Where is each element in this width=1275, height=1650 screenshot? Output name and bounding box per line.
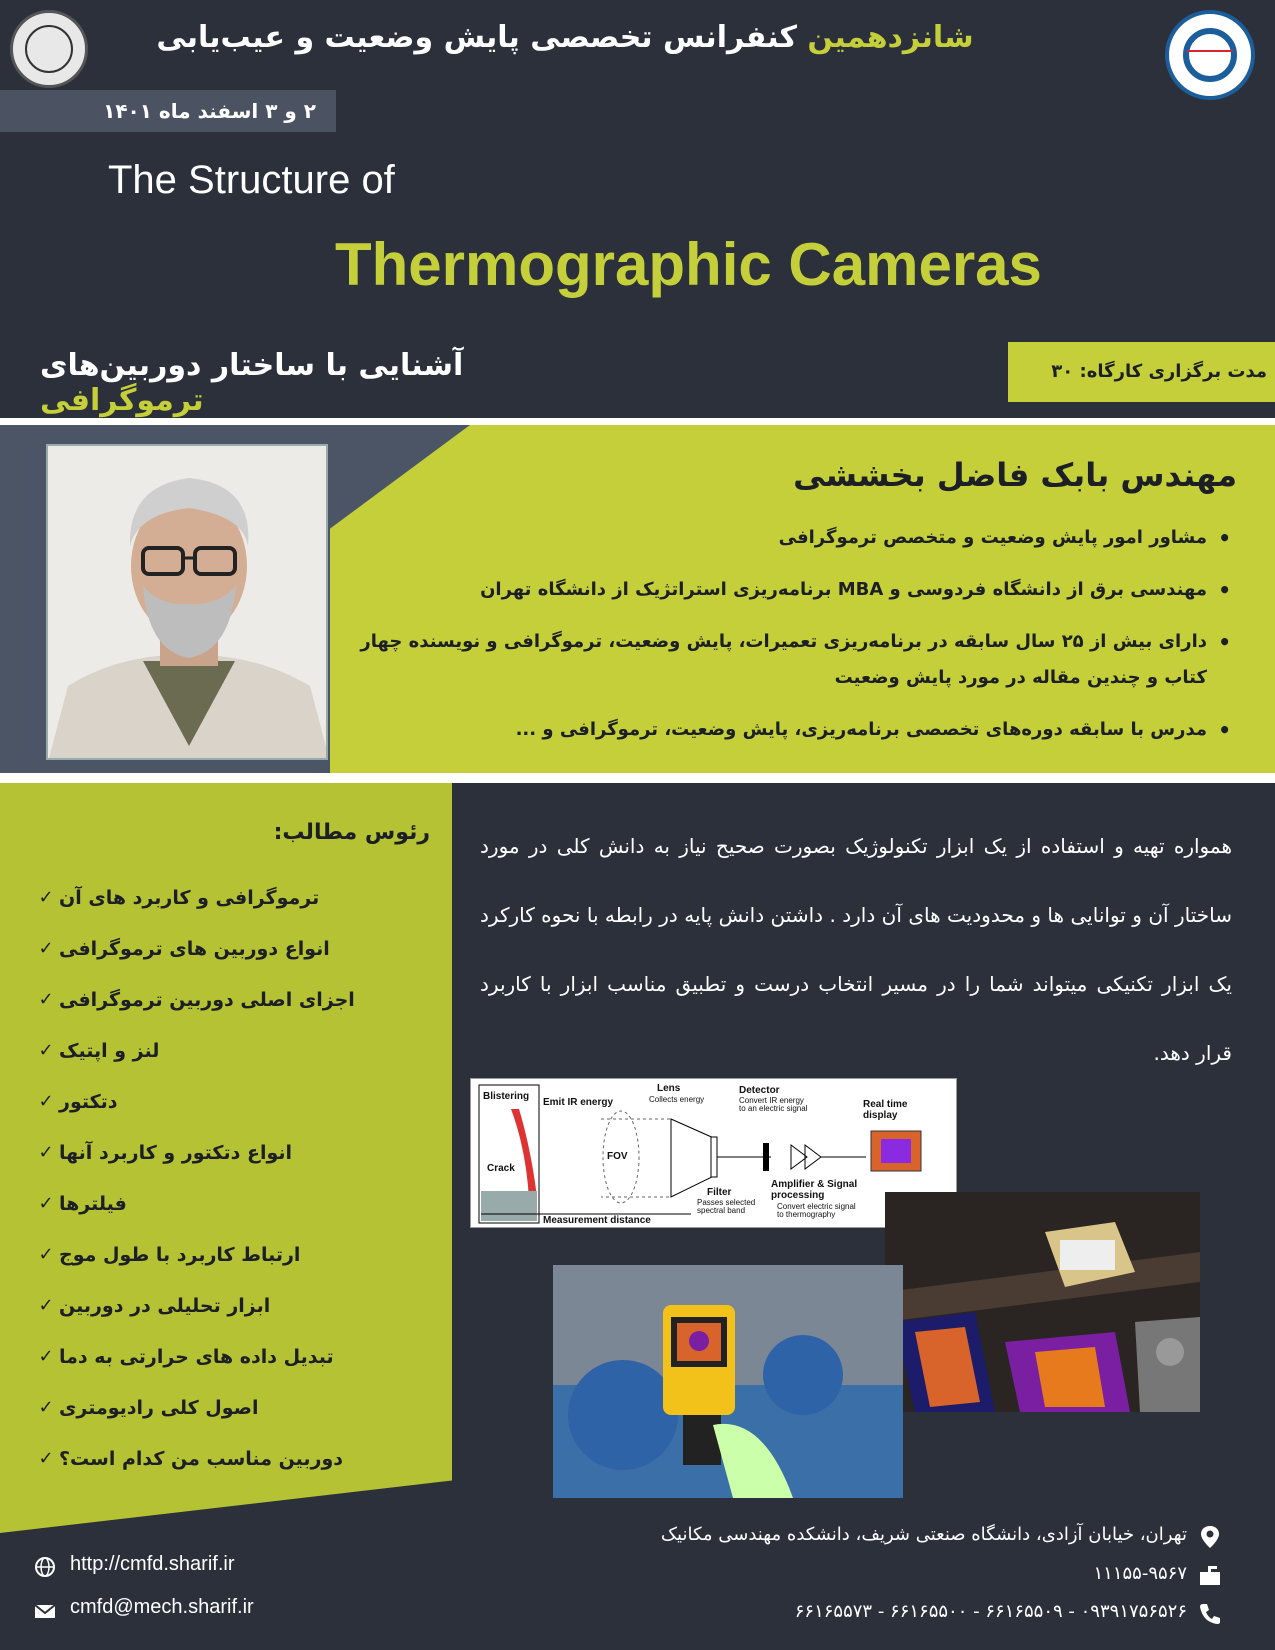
topic-item xyxy=(15,872,375,923)
topic-item xyxy=(15,1178,375,1229)
address-text: تهران، خیابان آزادی، دانشگاه صنعتی شریف، دانشکده مهندسی مکانیک xyxy=(660,1524,1187,1545)
bio-item: • دارای بیش از ۲۵ سال سابقه در برنامه‌ریزی تعمیرات، پایش وضعیت، ترموگرافی و نویسنده چهار کتاب و چندین مقاله در مورد پایش وضعیت xyxy=(357,624,1237,696)
persian-title-accent: ترموگرافی xyxy=(40,383,204,418)
postal-box-icon xyxy=(1197,1563,1223,1589)
topic-item xyxy=(15,1382,375,1433)
diagram-label: Passes selected spectral band xyxy=(697,1198,756,1215)
check-icon: ✓ xyxy=(38,1193,54,1214)
detector-photo xyxy=(885,1192,1200,1412)
phone-icon xyxy=(1197,1601,1223,1627)
conference-title-text: کنفرانس تخصصی پایش وضعیت و عیب‌یابی xyxy=(156,20,797,55)
topic-label: فیلترها xyxy=(59,1192,127,1215)
mail-icon xyxy=(34,1600,56,1622)
topic-label: انواع دتکتور و کاربرد آنها xyxy=(59,1141,293,1164)
bio-item: • مشاور امور پایش وضعیت و متخصص ترموگرافی xyxy=(357,520,1237,556)
topic-item xyxy=(15,1076,375,1127)
topics-title: رئوس مطالب: xyxy=(273,820,430,845)
english-title-line2: Thermographic Cameras xyxy=(335,231,1042,298)
check-icon: ✓ xyxy=(38,887,54,908)
check-icon: ✓ xyxy=(38,938,54,959)
diagram-label: Collects energy xyxy=(649,1095,705,1104)
check-icon: ✓ xyxy=(38,1295,54,1316)
bio-item: • مدرس با سابقه دوره‌های تخصصی برنامه‌ریزی، پایش وضعیت، ترموگرافی و ... xyxy=(357,712,1237,748)
check-icon: ✓ xyxy=(38,1448,54,1469)
bio-item: • مهندسی برق از دانشگاه فردوسی و MBA برنامه‌ریزی استراتژیک از دانشگاه تهران xyxy=(357,572,1237,608)
globe-icon xyxy=(34,1556,56,1578)
conference-title xyxy=(115,20,1015,55)
topic-label: ابزار تحلیلی در دوربین xyxy=(59,1294,271,1317)
location-pin-icon xyxy=(1197,1524,1223,1550)
topic-label: اجزای اصلی دوربین ترموگرافی xyxy=(59,988,355,1011)
thermography-diagram xyxy=(470,1078,957,1228)
check-icon: ✓ xyxy=(38,1346,54,1367)
english-title-line1: The Structure of xyxy=(108,158,395,202)
diagram-label: Emit IR energy xyxy=(543,1097,614,1108)
diagram-label: Real time display xyxy=(863,1099,908,1121)
topic-label: دوربین مناسب من کدام است؟ xyxy=(59,1447,344,1470)
check-icon: ✓ xyxy=(38,1142,54,1163)
topic-label: تبدیل داده های حرارتی به دما xyxy=(59,1345,334,1368)
workshop-duration-badge: مدت برگزاری کارگاه: ۳۰ xyxy=(1008,342,1275,402)
diagram-label: Blistering xyxy=(483,1091,530,1102)
topic-item xyxy=(15,1331,375,1382)
topic-item xyxy=(15,1127,375,1178)
divider xyxy=(0,773,1275,783)
diagram-label: FOV xyxy=(607,1151,628,1162)
postal-code: ۱۱۱۵۵-۹۵۶۷ xyxy=(1093,1563,1187,1584)
speaker-name: مهندس بابک فاضل بخششی xyxy=(793,456,1237,494)
topics-list xyxy=(15,872,375,1484)
diagram-label: Amplifier & Signal processing xyxy=(771,1179,858,1201)
persian-title xyxy=(40,348,540,418)
check-icon: ✓ xyxy=(38,1244,54,1265)
topic-item xyxy=(15,923,375,974)
topic-label: لنز و اپتیک xyxy=(59,1039,160,1062)
topic-item xyxy=(15,974,375,1025)
check-icon: ✓ xyxy=(38,1091,54,1112)
phone-numbers: ۰۹۳۹۱۷۵۶۵۲۶ - ۶۶۱۶۵۵۰۹ - ۶۶۱۶۵۵۰۰ - ۶۶۱۶۵۵۷۳ xyxy=(794,1601,1187,1622)
topic-label: دتکتور xyxy=(59,1090,118,1113)
check-icon: ✓ xyxy=(38,989,54,1010)
diagram-label: Lens xyxy=(657,1083,681,1094)
topic-label: ارتباط کاربرد با طول موج xyxy=(59,1243,301,1266)
diagram-label: Measurement distance xyxy=(543,1215,651,1226)
topic-label: اصول کلی رادیومتری xyxy=(59,1396,259,1419)
website-link[interactable]: http://cmfd.sharif.ir xyxy=(70,1553,235,1575)
topic-label: ترموگرافی و کاربرد های آن xyxy=(59,886,320,909)
diagram-label: Crack xyxy=(487,1163,515,1174)
topic-item xyxy=(15,1280,375,1331)
topic-item xyxy=(15,1229,375,1280)
topic-item xyxy=(15,1025,375,1076)
thermal-camera-photo xyxy=(553,1265,903,1498)
description-paragraph: همواره تهیه و استفاده از یک ابزار تکنولوژیک بصورت صحیح نیاز به دانش کلی در مورد ساختار آن و توانایی ها و محدودیت های آن دارد . داشتن دانش پایه در رابطه با نحوه کارکرد یک ابزار تکنیکی میتواند شما را در مسیر انتخاب درست و تطبیق مناسب ابزار با کاربرد قرار دهد. xyxy=(480,834,1232,1065)
topic-item xyxy=(15,1433,375,1484)
divider xyxy=(0,418,1275,425)
diagram-label: Detector xyxy=(739,1085,780,1096)
check-icon: ✓ xyxy=(38,1040,54,1061)
date-bar: ۲ و ۳ اسفند ماه ۱۴۰۱ xyxy=(0,90,336,132)
email-link[interactable]: cmfd@mech.sharif.ir xyxy=(70,1596,254,1618)
topic-label: انواع دوربین های ترموگرافی xyxy=(59,937,330,960)
diagram-label: Convert IR energy to an electric signal xyxy=(739,1096,808,1113)
speaker-photo xyxy=(46,444,328,760)
check-icon: ✓ xyxy=(38,1397,54,1418)
conference-title-ordinal: شانزدهمین xyxy=(807,20,974,55)
university-logo-icon xyxy=(10,10,88,88)
diagram-label: Convert electric signal to thermography xyxy=(777,1202,856,1219)
diagram-label: Filter xyxy=(707,1187,732,1198)
condition-monitoring-logo-icon xyxy=(1165,10,1255,100)
speaker-bio-list xyxy=(357,520,1237,764)
persian-title-plain: آشنایی با ساختار دوربین‌های xyxy=(40,348,464,383)
